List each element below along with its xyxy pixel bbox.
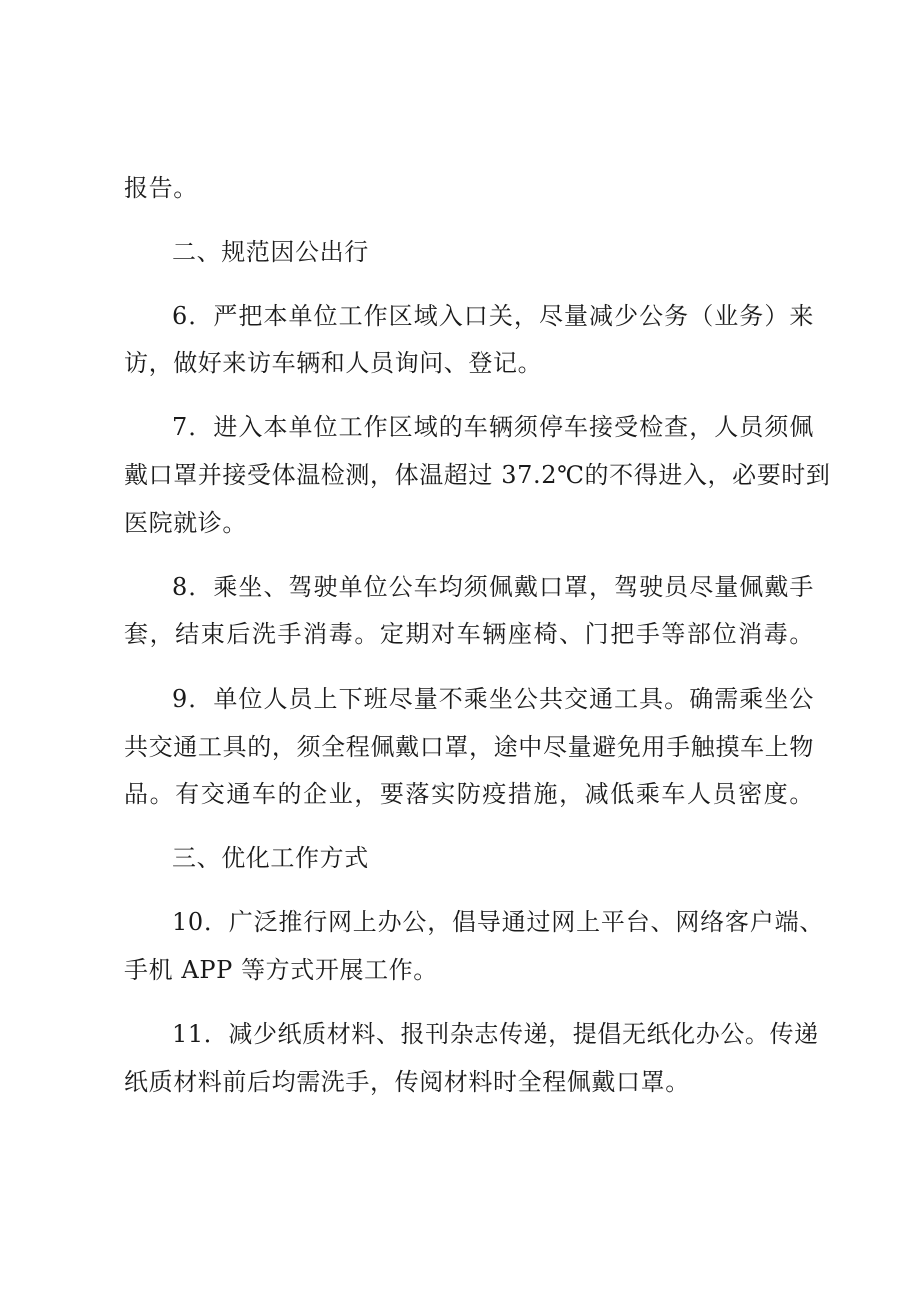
item-7-line-1: 7．进入本单位工作区域的车辆须停车接受检查，人员须佩 — [172, 413, 814, 441]
item-8-line-2: 套，结束后洗手消毒。定期对车辆座椅、门把手等部位消毒。 — [124, 620, 814, 648]
item-10-line-2: 手机 APP 等方式开展工作。 — [124, 956, 438, 984]
item-7-line-2: 戴口罩并接受体温检测，体温超过 37.2℃的不得进入，必要时到 — [124, 461, 831, 489]
item-9-line-2: 共交通工具的，须全程佩戴口罩，途中尽量避免用手触摸车上物 — [124, 733, 814, 761]
item-9-line-1: 9．单位人员上下班尽量不乘坐公共交通工具。确需乘坐公 — [172, 685, 814, 713]
item-9-line-3: 品。有交通车的企业，要落实防疫措施，减低乘车人员密度。 — [124, 780, 814, 808]
item-7-line-3: 医院就诊。 — [124, 509, 247, 537]
paragraph-line: 报告。 — [124, 174, 198, 202]
item-10-line-1: 10．广泛推行网上办公，倡导通过网上平台、网络客户端、 — [172, 908, 824, 936]
section-heading-2: 二、规范因公出行 — [172, 238, 369, 266]
item-8-line-1: 8．乘坐、驾驶单位公车均须佩戴口罩，驾驶员尽量佩戴手 — [172, 573, 814, 601]
item-11-line-1: 11．减少纸质材料、报刊杂志传递，提倡无纸化办公。传递 — [172, 1020, 819, 1048]
item-11-line-2: 纸质材料前后均需洗手，传阅材料时全程佩戴口罩。 — [124, 1068, 690, 1096]
item-6-line-2: 访，做好来访车辆和人员询问、登记。 — [124, 349, 543, 377]
item-6-line-1: 6．严把本单位工作区域入口关，尽量减少公务（业务）来 — [172, 302, 814, 330]
section-heading-3: 三、优化工作方式 — [172, 844, 369, 872]
